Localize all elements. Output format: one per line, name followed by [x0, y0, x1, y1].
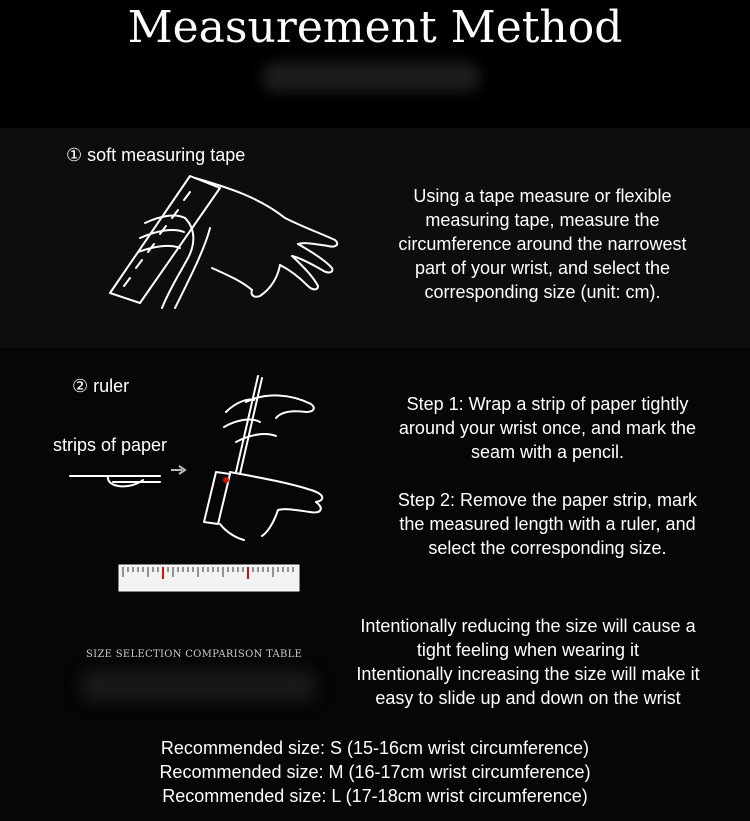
note-line: Intentionally reducing the size will cause a [360, 616, 696, 636]
step-line: select the corresponding size. [428, 538, 667, 558]
size-table-label: SIZE SELECTION COMPARISON TABLE [86, 649, 303, 660]
tape-line: measuring tape, measure the [425, 210, 660, 230]
size-m: Recommended size: M (16-17cm wrist circumference) [159, 762, 591, 782]
size-warning [340, 614, 716, 710]
step-2-text [380, 488, 715, 560]
tape-line: corresponding size (unit: cm). [424, 282, 661, 302]
tape-instructions [370, 184, 715, 304]
step-line: around your wrist once, and mark the [398, 418, 697, 438]
ruler-hand-illustration [196, 372, 336, 542]
note-line: easy to slide up and down on the wrist [375, 688, 681, 708]
ruler-icon [118, 563, 300, 593]
tape-line: part of your wrist, and select the [414, 258, 671, 278]
page-title: Measurement Method [127, 2, 623, 53]
paper-strip-label: strips of paper [53, 435, 168, 455]
tape-hand-illustration [100, 168, 350, 313]
paper-strip-icon [68, 470, 168, 496]
size-l: Recommended size: L (17-18cm wrist circumference) [162, 786, 588, 806]
note-line: tight feeling when wearing it [416, 640, 640, 660]
red-mark-icon [223, 477, 229, 483]
step-line: the measured length with a ruler, and [399, 514, 696, 534]
method-2-label: ② ruler [72, 376, 130, 396]
step-line: seam with a pencil. [470, 442, 625, 462]
size-recommendations [0, 736, 750, 808]
blurred-table-caption [80, 670, 316, 702]
blurred-subtitle [262, 62, 480, 92]
tape-line: Using a tape measure or flexible [413, 186, 672, 206]
size-s: Recommended size: S (15-16cm wrist circumference) [160, 738, 590, 758]
method-1-label: ① soft measuring tape [66, 145, 246, 165]
arrow-right-icon [170, 464, 190, 476]
tape-line: circumference around the narrowest [398, 234, 687, 254]
note-line: Intentionally increasing the size will make it [356, 664, 700, 684]
step-line: Step 2: Remove the paper strip, mark [397, 490, 698, 510]
step-line: Step 1: Wrap a strip of paper tightly [406, 394, 689, 414]
step-1-text [380, 392, 715, 464]
